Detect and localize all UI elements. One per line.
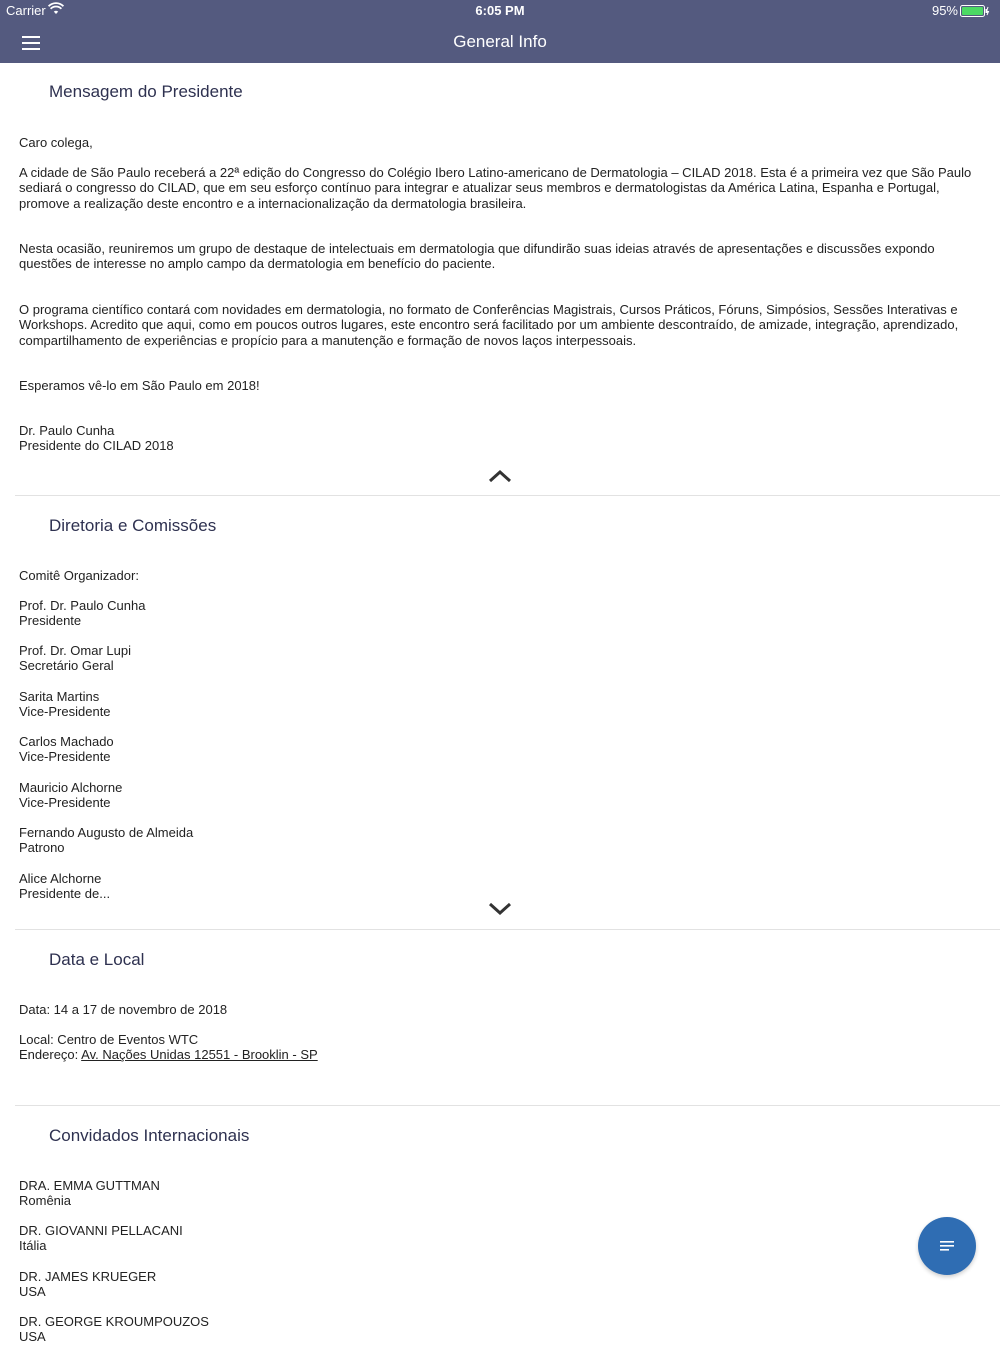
guest-name: DRA. EMMA GUTTMAN bbox=[19, 1178, 160, 1193]
guest-country: USA bbox=[19, 1329, 46, 1344]
battery-icon bbox=[960, 5, 990, 20]
list-icon[interactable] bbox=[918, 1217, 976, 1275]
member-name: Carlos Machado bbox=[19, 734, 114, 749]
member-name: Alice Alchorne bbox=[19, 871, 102, 886]
greeting-text: Caro colega, bbox=[19, 135, 93, 150]
section-data-local bbox=[15, 930, 1000, 1106]
clock: 6:05 PM bbox=[475, 3, 525, 18]
section-convidados bbox=[15, 1106, 1000, 1346]
event-venue: Local: Centro de Eventos WTC bbox=[19, 1032, 199, 1047]
member-role: Presidente bbox=[19, 613, 82, 628]
member-role: Secretário Geral bbox=[19, 658, 114, 673]
paragraph: Esperamos vê-lo em São Paulo em 2018! bbox=[19, 378, 260, 393]
section-mensagem-presidente bbox=[15, 63, 1000, 496]
section-title: Mensagem do Presidente bbox=[49, 82, 243, 101]
member-role: Presidente de... bbox=[19, 886, 111, 901]
member-role: Vice-Presidente bbox=[19, 749, 111, 764]
chevron-down-icon[interactable] bbox=[488, 901, 512, 915]
paragraph: Nesta ocasião, reuniremos um grupo de destaque de intelectuais em dermatologia que difundirão suas ideias através de apresentações e discussões expondo questões de interesse no amplo campo da dermatologia em benefício do paciente. bbox=[19, 241, 935, 272]
guest-country: USA bbox=[19, 1284, 46, 1299]
event-date: Data: 14 a 17 de novembro de 2018 bbox=[19, 1002, 228, 1017]
carrier-label: Carrier bbox=[6, 3, 46, 18]
status-bar bbox=[0, 0, 1000, 22]
member-role: Vice-Presidente bbox=[19, 795, 111, 810]
guest-name: DR. GEORGE KROUMPOUZOS bbox=[19, 1314, 209, 1329]
section-title: Convidados Internacionais bbox=[49, 1126, 250, 1145]
guest-name: DR. JAMES KRUEGER bbox=[19, 1269, 157, 1284]
member-name: Mauricio Alchorne bbox=[19, 780, 123, 795]
guest-name: DR. GIOVANNI PELLACANI bbox=[19, 1223, 183, 1238]
member-name: Fernando Augusto de Almeida bbox=[19, 825, 194, 840]
paragraph: A cidade de São Paulo receberá a 22ª edição do Congresso do Colégio Ibero Latino-americano de Dermatologia – CILAD 2018. Esta é a primeira vez que São Paulo sediará o congresso do CILAD, que em seu esforço contínuo para integrar e atualizar seus membros e dermatologistas da América Latina, Espanha e Portugal, promove a realização deste encontro e a internacionalização da dermatologia brasileira. bbox=[19, 165, 972, 211]
battery-percent: 95% bbox=[931, 3, 958, 18]
nav-bar bbox=[0, 22, 1000, 63]
section-title: Data e Local bbox=[49, 950, 145, 969]
content-scroll[interactable] bbox=[0, 63, 1000, 1346]
committee-label: Comitê Organizador: bbox=[19, 568, 139, 583]
signature-name: Dr. Paulo Cunha bbox=[19, 423, 115, 438]
section-diretoria bbox=[15, 496, 1000, 930]
address-label: Endereço: bbox=[19, 1047, 82, 1062]
guest-country: Itália bbox=[19, 1238, 47, 1253]
section-title: Diretoria e Comissões bbox=[49, 516, 217, 535]
member-name: Prof. Dr. Paulo Cunha bbox=[19, 598, 146, 613]
chevron-up-icon[interactable] bbox=[488, 469, 512, 483]
paragraph: O programa científico contará com novidades em dermatologia, no formato de Conferências Magistrais, Cursos Práticos, Fóruns, Simpósios, Sessões Interativas e Workshops. Acredito que aqui, como em poucos outros lugares, este encontro será facilitado por um ambiente descontraído, de amizade, integração, aprendizado, compartilhamento de experiências e propício para a manutenção e formação de novos laços interpessoais. bbox=[19, 302, 959, 348]
address-link[interactable]: Av. Nações Unidas 12551 - Brooklin - SP bbox=[81, 1047, 318, 1062]
event-address bbox=[19, 1047, 984, 1062]
guest-country: Romênia bbox=[19, 1193, 72, 1208]
member-name: Sarita Martins bbox=[19, 689, 100, 704]
member-role: Vice-Presidente bbox=[19, 704, 111, 719]
signature-role: Presidente do CILAD 2018 bbox=[19, 438, 174, 453]
member-role: Patrono bbox=[19, 840, 65, 855]
member-name: Prof. Dr. Omar Lupi bbox=[19, 643, 131, 658]
page-title: General Info bbox=[453, 32, 547, 51]
